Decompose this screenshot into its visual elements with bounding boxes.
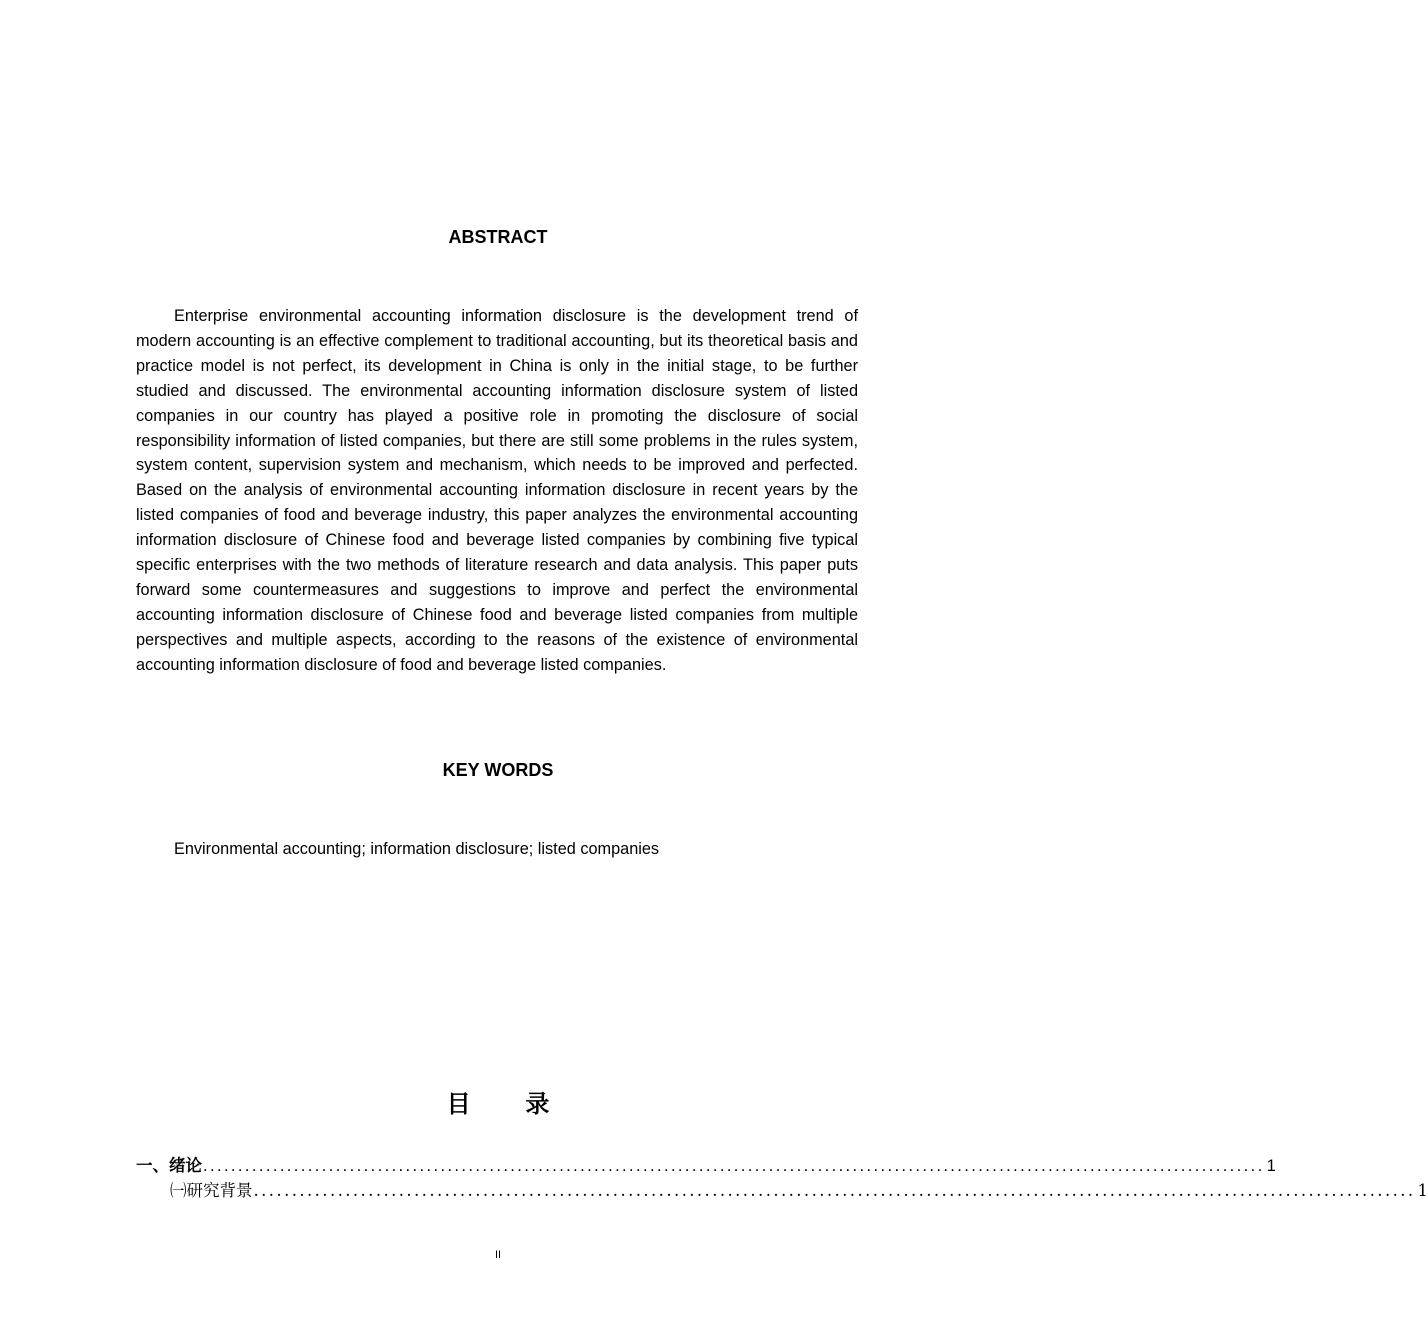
toc-dot-leader: ........................................................................................................................................................ [253, 1181, 1416, 1200]
toc-heading [0, 1084, 996, 1119]
toc-entry-page: 1 [1417, 1181, 1428, 1200]
toc-entry[interactable] [136, 1155, 1276, 1177]
keywords-text: Environmental accounting; information disclosure; listed companies [174, 840, 660, 858]
keywords-heading: KEY WORDS [442, 760, 554, 780]
toc-entry-label: ㈠研究背景 [170, 1181, 253, 1200]
toc-entry-label: 一、绪论 [136, 1157, 202, 1175]
toc-entry-page: 1 [1266, 1157, 1276, 1175]
toc-dot-leader: ........................................................................................................................................................ [203, 1157, 1265, 1175]
abstract-heading: ABSTRACT [448, 227, 548, 247]
abstract-body: Enterprise environmental accounting information disclosure is the development trend of modern accounting is an effective complement to traditional accounting, but its theoretical basis and practice model is not perfect, its development in China is only in the initial stage, to be further studied and discussed. The environmental accounting information disclosure system of listed companies in our country has played a positive role in promoting the disclosure of social responsibility information of listed companies, but there are still some problems in the rules system, system content, supervision system and mechanism, which needs to be improved and perfected. Based on the analysis of environmental accounting information disclosure in recent years by the listed companies of food and beverage industry, this paper analyzes the environmental accounting information disclosure of Chinese food and beverage listed companies by combining five typical specific enterprises with the two methods of literature research and data analysis. This paper puts forward some countermeasures and suggestions to improve and perfect the environmental accounting information disclosure of Chinese food and beverage listed companies from multiple perspectives and multiple aspects, according to the reasons of the existence of environmental accounting information disclosure of food and beverage listed companies. [136, 307, 858, 674]
toc-heading-text: 目 录 [446, 1091, 574, 1118]
toc-entry[interactable] [170, 1180, 1428, 1202]
page-number: II [494, 1249, 502, 1261]
